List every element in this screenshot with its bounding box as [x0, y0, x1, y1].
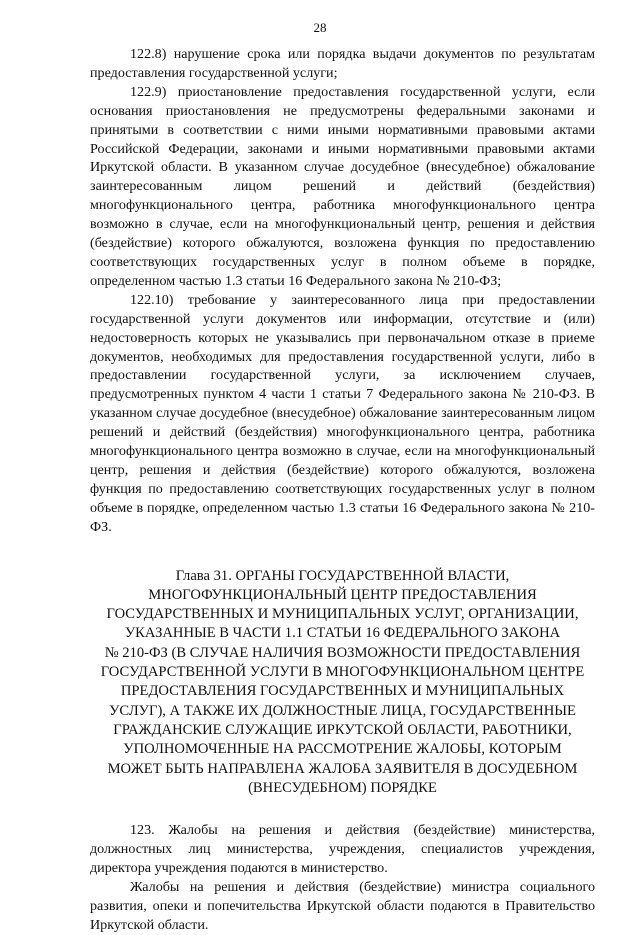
- chapter-31-heading: [90, 567, 595, 799]
- chapter-heading-line: МОЖЕТ БЫТЬ НАПРАВЛЕНА ЖАЛОБА ЗАЯВИТЕЛЯ В ДОСУДЕБНОМ: [107, 760, 578, 777]
- paragraph-122-10: 122.10) требование у заинтересованного лица при предоставлении государственной услуги документов или информации, отсутствие и (или) недостоверность которых не указывались при первоначальном отказе в приеме документов, необходимых для предоставления государственной услуги, либо в предоставлении государственной услуги, за исключением случаев, предусмотренных пунктом 4 части 1 статьи 7 Федерального закона № 210-ФЗ. В указанном случае досудебное (внесудебное) обжалование заинтересованным лицом решений и действий (бездействия) многофункционального центра, работника многофункционального центра возможно в случае, если на многофункциональный центр, решения и действия (бездействие) которого обжалуются, возложена функция по предоставлению соответствующих государственных услуг в полном объеме в порядке, определенном частью 1.3 статьи 16 Федерального закона № 210-ФЗ.: [90, 291, 595, 535]
- chapter-heading-line: Глава 31. ОРГАНЫ ГОСУДАРСТВЕННОЙ ВЛАСТИ,: [175, 567, 510, 584]
- chapter-heading-line: ГОСУДАРСТВЕННОЙ УСЛУГИ В МНОГОФУНКЦИОНАЛЬНОМ ЦЕНТРЕ: [100, 664, 585, 681]
- paragraph-122-8: 122.8) нарушение срока или порядка выдачи документов по результатам предоставления государственной услуги;: [90, 46, 595, 81]
- document-body: [90, 45, 595, 935]
- chapter-heading-line: УКАЗАННЫЕ В ЧАСТИ 1.1 СТАТЬИ 16 ФЕДЕРАЛЬНОГО ЗАКОНА: [124, 625, 561, 642]
- paragraph-123: 123. Жалобы на решения и действия (бездействие) министерства, должностных лиц министерства, учреждения, специалистов учреждения, директора учреждения подаются в министерство.: [90, 822, 595, 876]
- chapter-heading-line: МНОГОФУНКЦИОНАЛЬНЫЙ ЦЕНТР ПРЕДОСТАВЛЕНИЯ: [148, 586, 537, 603]
- chapter-heading-line: ГРАЖДАНСКИЕ СЛУЖАЩИЕ ИРКУТСКОЙ ОБЛАСТИ, РАБОТНИКИ,: [113, 721, 572, 738]
- paragraph-122-9: 122.9) приостановление предоставления государственной услуги, если основания приостановления не предусмотрены федеральными законами и принятыми в соответствии с ними иными нормативными правовыми актами Российской Федерации, законами и иными нормативными правовыми актами Иркутской области. В указанном случае досудебное (внесудебное) обжалование заинтересованным лицом решений и действий (бездействия) многофункционального центра, работника многофункционального центра возможно в случае, если на многофункциональный центр, решения и действия (бездействие) которого обжалуются, возложена функция по предоставлению соответствующих государственных услуг в полном объеме в порядке, определенном частью 1.3 статьи 16 Федерального закона № 210-ФЗ;: [90, 83, 595, 289]
- chapter-heading-line: (ВНЕСУДЕБНОМ) ПОРЯДКЕ: [248, 779, 437, 796]
- chapter-heading-line: № 210-ФЗ (В СЛУЧАЕ НАЛИЧИЯ ВОЗМОЖНОСТИ ПРЕДОСТАВЛЕНИЯ: [104, 644, 581, 661]
- chapter-heading-line: УПОЛНОМОЧЕННЫЕ НА РАССМОТРЕНИЕ ЖАЛОБЫ, КОТОРЫМ: [123, 741, 562, 758]
- page-number: 28: [313, 20, 327, 35]
- chapter-heading-line: ГОСУДАРСТВЕННЫХ И МУНИЦИПАЛЬНЫХ УСЛУГ, ОРГАНИЗАЦИИ,: [106, 606, 579, 623]
- chapter-heading-line: УСЛУГ), А ТАКЖЕ ИХ ДОЛЖНОСТНЫЕ ЛИЦА, ГОСУДАРСТВЕННЫЕ: [109, 702, 576, 719]
- paragraph-complaints-minister: Жалобы на решения и действия (бездействие) министра социального развития, опеки и попечительства Иркутской области подаются в Правительство Иркутской области.: [90, 878, 595, 933]
- chapter-heading-line: ПРЕДОСТАВЛЕНИЯ ГОСУДАРСТВЕННЫХ И МУНИЦИПАЛЬНЫХ: [120, 683, 565, 700]
